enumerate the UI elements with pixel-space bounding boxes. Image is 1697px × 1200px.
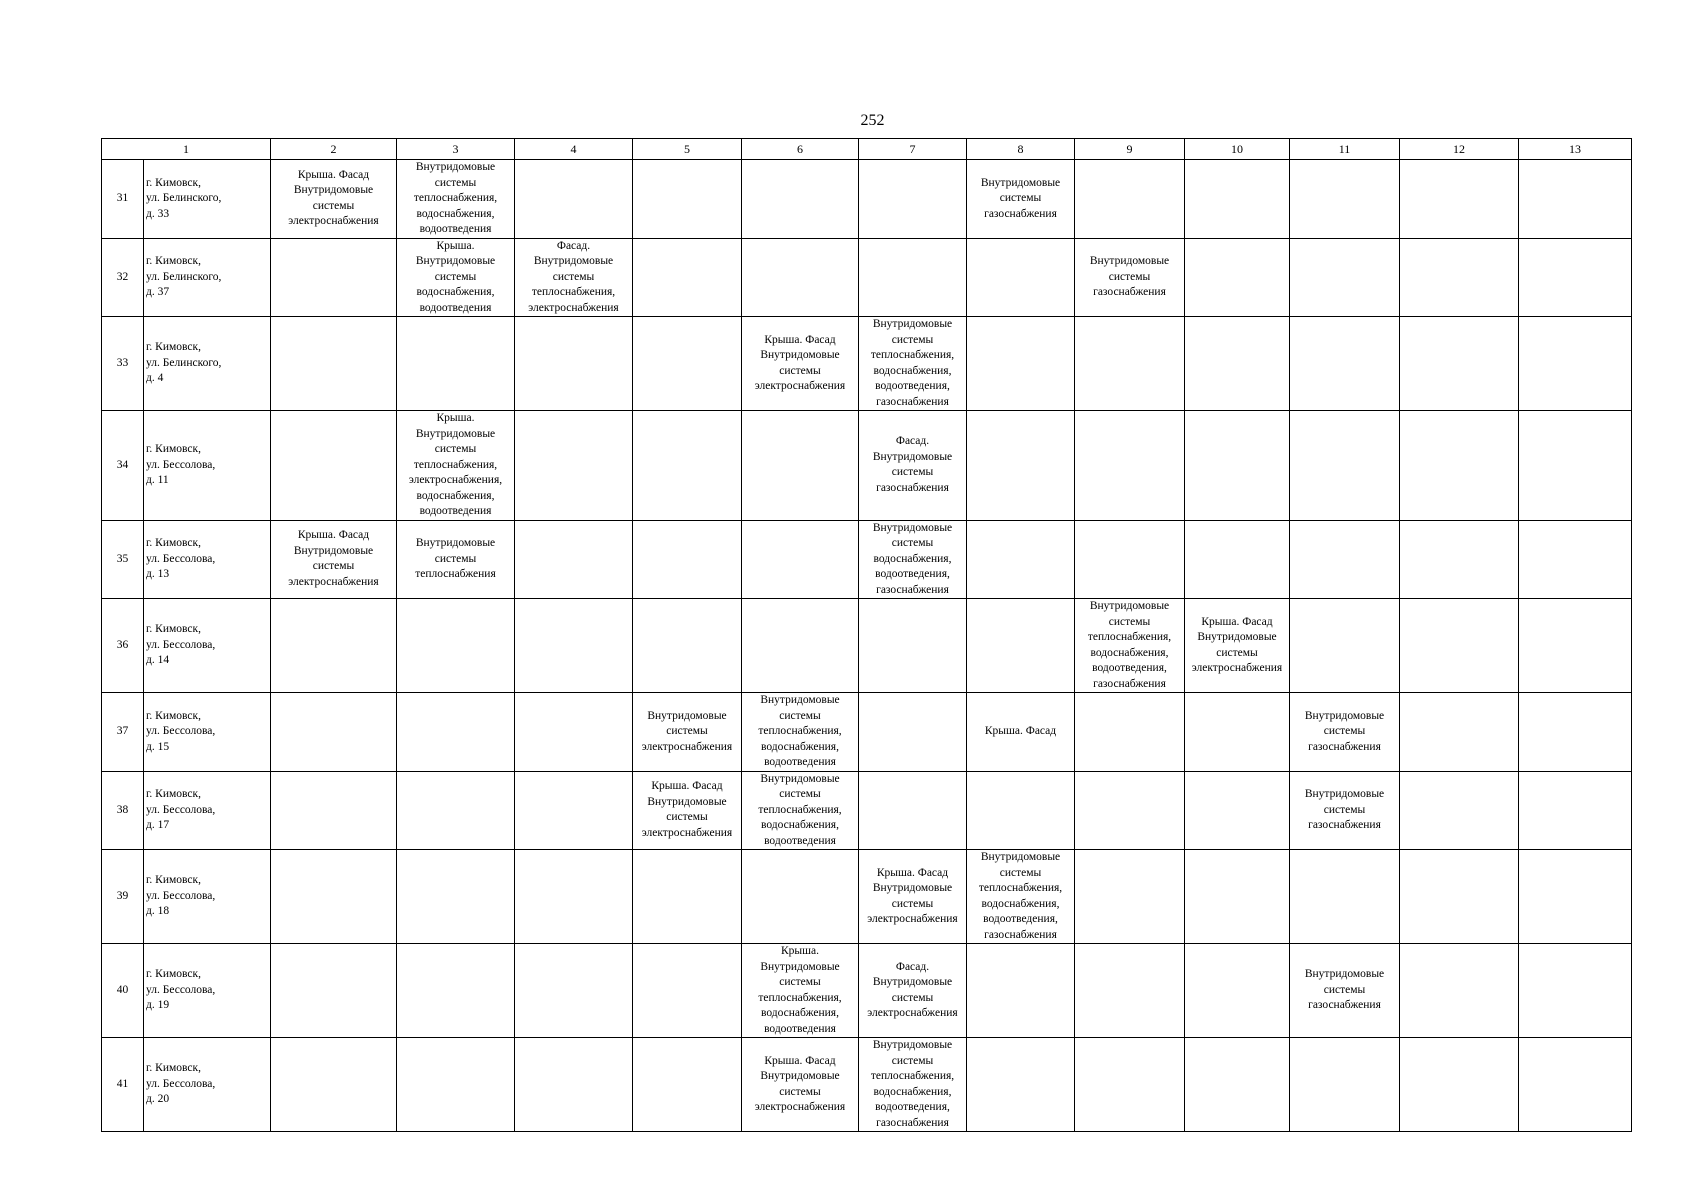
work-cell-col-3 bbox=[397, 693, 515, 772]
work-cell-col-5 bbox=[633, 238, 742, 317]
work-cell-col-8 bbox=[967, 411, 1075, 521]
address-cell: г. Кимовск, ул. Белинского, д. 37 bbox=[144, 238, 271, 317]
table-row bbox=[102, 1038, 1632, 1132]
table-row bbox=[102, 850, 1632, 944]
row-number: 33 bbox=[102, 317, 144, 411]
work-cell-col-6 bbox=[742, 411, 859, 521]
work-cell-col-12 bbox=[1400, 599, 1519, 693]
work-cell-col-7 bbox=[859, 160, 967, 239]
work-cell-col-6: Крыша. Фасад Внутридомовые системы электроснабжения bbox=[742, 317, 859, 411]
work-cell-col-12 bbox=[1400, 850, 1519, 944]
work-cell-col-9: Внутридомовые системы газоснабжения bbox=[1075, 238, 1185, 317]
header-cell-13: 13 bbox=[1519, 139, 1632, 160]
work-cell-col-9 bbox=[1075, 160, 1185, 239]
work-cell-col-2: Крыша. Фасад Внутридомовые системы электроснабжения bbox=[271, 520, 397, 599]
work-cell-col-10 bbox=[1185, 238, 1290, 317]
header-cell-2: 2 bbox=[271, 139, 397, 160]
header-cell-6: 6 bbox=[742, 139, 859, 160]
work-cell-col-7: Фасад. Внутридомовые системы газоснабжения bbox=[859, 411, 967, 521]
work-cell-col-8: Внутридомовые системы теплоснабжения, водоснабжения, водоотведения, газоснабжения bbox=[967, 850, 1075, 944]
work-cell-col-8: Крыша. Фасад bbox=[967, 693, 1075, 772]
address-cell: г. Кимовск, ул. Белинского, д. 4 bbox=[144, 317, 271, 411]
work-cell-col-8 bbox=[967, 771, 1075, 850]
work-cell-col-8 bbox=[967, 599, 1075, 693]
row-number: 41 bbox=[102, 1038, 144, 1132]
work-cell-col-8 bbox=[967, 317, 1075, 411]
work-cell-col-2 bbox=[271, 599, 397, 693]
work-cell-col-10: Крыша. Фасад Внутридомовые системы электроснабжения bbox=[1185, 599, 1290, 693]
work-cell-col-11: Внутридомовые системы газоснабжения bbox=[1290, 944, 1400, 1038]
work-cell-col-13 bbox=[1519, 599, 1632, 693]
work-cell-col-3 bbox=[397, 771, 515, 850]
table-row bbox=[102, 771, 1632, 850]
address-cell: г. Кимовск, ул. Белинского, д. 33 bbox=[144, 160, 271, 239]
work-cell-col-11 bbox=[1290, 850, 1400, 944]
work-cell-col-7 bbox=[859, 599, 967, 693]
work-cell-col-10 bbox=[1185, 944, 1290, 1038]
header-cell-9: 9 bbox=[1075, 139, 1185, 160]
work-cell-col-5 bbox=[633, 520, 742, 599]
work-cell-col-7 bbox=[859, 771, 967, 850]
work-cell-col-3: Крыша. Внутридомовые системы теплоснабжения, электроснабжения, водоснабжения, водоотведения bbox=[397, 411, 515, 521]
work-cell-col-12 bbox=[1400, 944, 1519, 1038]
address-cell: г. Кимовск, ул. Бессолова, д. 11 bbox=[144, 411, 271, 521]
work-cell-col-2 bbox=[271, 771, 397, 850]
work-cell-col-10 bbox=[1185, 411, 1290, 521]
work-cell-col-4: Фасад. Внутридомовые системы теплоснабжения, электроснабжения bbox=[515, 238, 633, 317]
work-cell-col-12 bbox=[1400, 160, 1519, 239]
work-cell-col-5: Внутридомовые системы электроснабжения bbox=[633, 693, 742, 772]
work-cell-col-10 bbox=[1185, 520, 1290, 599]
work-cell-col-6 bbox=[742, 520, 859, 599]
work-cell-col-5 bbox=[633, 1038, 742, 1132]
work-cell-col-4 bbox=[515, 850, 633, 944]
work-cell-col-4 bbox=[515, 771, 633, 850]
work-cell-col-7: Фасад. Внутридомовые системы электроснабжения bbox=[859, 944, 967, 1038]
work-cell-col-13 bbox=[1519, 944, 1632, 1038]
work-cell-col-7: Крыша. Фасад Внутридомовые системы электроснабжения bbox=[859, 850, 967, 944]
work-cell-col-10 bbox=[1185, 693, 1290, 772]
work-cell-col-3 bbox=[397, 944, 515, 1038]
work-cell-col-13 bbox=[1519, 693, 1632, 772]
work-cell-col-2: Крыша. Фасад Внутридомовые системы электроснабжения bbox=[271, 160, 397, 239]
work-cell-col-6 bbox=[742, 850, 859, 944]
work-cell-col-10 bbox=[1185, 771, 1290, 850]
work-cell-col-3 bbox=[397, 317, 515, 411]
work-cell-col-7 bbox=[859, 238, 967, 317]
repair-schedule-table bbox=[101, 138, 1632, 1132]
work-cell-col-2 bbox=[271, 850, 397, 944]
work-cell-col-10 bbox=[1185, 850, 1290, 944]
work-cell-col-13 bbox=[1519, 317, 1632, 411]
header-cell-1: 1 bbox=[102, 139, 271, 160]
work-cell-col-12 bbox=[1400, 1038, 1519, 1132]
work-cell-col-3: Внутридомовые системы теплоснабжения bbox=[397, 520, 515, 599]
work-cell-col-9 bbox=[1075, 411, 1185, 521]
work-cell-col-2 bbox=[271, 238, 397, 317]
work-cell-col-4 bbox=[515, 520, 633, 599]
work-cell-col-5 bbox=[633, 944, 742, 1038]
work-cell-col-4 bbox=[515, 693, 633, 772]
work-cell-col-4 bbox=[515, 599, 633, 693]
table-row bbox=[102, 693, 1632, 772]
work-cell-col-6 bbox=[742, 599, 859, 693]
work-cell-col-5 bbox=[633, 850, 742, 944]
page-number: 252 bbox=[860, 112, 885, 129]
row-number: 31 bbox=[102, 160, 144, 239]
work-cell-col-3 bbox=[397, 1038, 515, 1132]
work-cell-col-8: Внутридомовые системы газоснабжения bbox=[967, 160, 1075, 239]
work-cell-col-12 bbox=[1400, 520, 1519, 599]
work-cell-col-9 bbox=[1075, 317, 1185, 411]
work-cell-col-13 bbox=[1519, 1038, 1632, 1132]
work-cell-col-5: Крыша. Фасад Внутридомовые системы электроснабжения bbox=[633, 771, 742, 850]
work-cell-col-2 bbox=[271, 693, 397, 772]
work-cell-col-6: Внутридомовые системы теплоснабжения, водоснабжения, водоотведения bbox=[742, 693, 859, 772]
work-cell-col-4 bbox=[515, 1038, 633, 1132]
row-number: 38 bbox=[102, 771, 144, 850]
work-cell-col-7: Внутридомовые системы теплоснабжения, водоснабжения, водоотведения, газоснабжения bbox=[859, 317, 967, 411]
work-cell-col-12 bbox=[1400, 317, 1519, 411]
work-cell-col-10 bbox=[1185, 1038, 1290, 1132]
table-row bbox=[102, 238, 1632, 317]
header-cell-8: 8 bbox=[967, 139, 1075, 160]
work-cell-col-9 bbox=[1075, 520, 1185, 599]
work-cell-col-6: Крыша. Фасад Внутридомовые системы электроснабжения bbox=[742, 1038, 859, 1132]
work-cell-col-4 bbox=[515, 317, 633, 411]
work-cell-col-9 bbox=[1075, 944, 1185, 1038]
address-cell: г. Кимовск, ул. Бессолова, д. 20 bbox=[144, 1038, 271, 1132]
row-number: 32 bbox=[102, 238, 144, 317]
work-cell-col-13 bbox=[1519, 771, 1632, 850]
work-cell-col-12 bbox=[1400, 771, 1519, 850]
work-cell-col-5 bbox=[633, 411, 742, 521]
work-cell-col-9 bbox=[1075, 771, 1185, 850]
work-cell-col-13 bbox=[1519, 411, 1632, 521]
table-row bbox=[102, 599, 1632, 693]
address-cell: г. Кимовск, ул. Бессолова, д. 18 bbox=[144, 850, 271, 944]
row-number: 36 bbox=[102, 599, 144, 693]
address-cell: г. Кимовск, ул. Бессолова, д. 17 bbox=[144, 771, 271, 850]
work-cell-col-6 bbox=[742, 238, 859, 317]
work-cell-col-11 bbox=[1290, 1038, 1400, 1132]
table-row bbox=[102, 944, 1632, 1038]
row-number: 37 bbox=[102, 693, 144, 772]
work-cell-col-11 bbox=[1290, 599, 1400, 693]
work-cell-col-13 bbox=[1519, 520, 1632, 599]
work-cell-col-11: Внутридомовые системы газоснабжения bbox=[1290, 693, 1400, 772]
work-cell-col-10 bbox=[1185, 160, 1290, 239]
header-cell-12: 12 bbox=[1400, 139, 1519, 160]
header-cell-5: 5 bbox=[633, 139, 742, 160]
table-row bbox=[102, 160, 1632, 239]
address-cell: г. Кимовск, ул. Бессолова, д. 15 bbox=[144, 693, 271, 772]
work-cell-col-3 bbox=[397, 850, 515, 944]
work-cell-col-2 bbox=[271, 317, 397, 411]
work-cell-col-7: Внутридомовые системы водоснабжения, водоотведения, газоснабжения bbox=[859, 520, 967, 599]
work-cell-col-11 bbox=[1290, 160, 1400, 239]
work-cell-col-4 bbox=[515, 944, 633, 1038]
work-cell-col-12 bbox=[1400, 411, 1519, 521]
row-number: 39 bbox=[102, 850, 144, 944]
work-cell-col-6: Крыша. Внутридомовые системы теплоснабжения, водоснабжения, водоотведения bbox=[742, 944, 859, 1038]
work-cell-col-11 bbox=[1290, 317, 1400, 411]
work-cell-col-11 bbox=[1290, 520, 1400, 599]
work-cell-col-2 bbox=[271, 944, 397, 1038]
header-cell-3: 3 bbox=[397, 139, 515, 160]
address-cell: г. Кимовск, ул. Бессолова, д. 14 bbox=[144, 599, 271, 693]
work-cell-col-9 bbox=[1075, 850, 1185, 944]
work-cell-col-7: Внутридомовые системы теплоснабжения, водоснабжения, водоотведения, газоснабжения bbox=[859, 1038, 967, 1132]
work-cell-col-5 bbox=[633, 317, 742, 411]
work-cell-col-5 bbox=[633, 160, 742, 239]
work-cell-col-7 bbox=[859, 693, 967, 772]
work-cell-col-11 bbox=[1290, 238, 1400, 317]
work-cell-col-8 bbox=[967, 238, 1075, 317]
row-number: 40 bbox=[102, 944, 144, 1038]
header-cell-10: 10 bbox=[1185, 139, 1290, 160]
work-cell-col-3: Крыша. Внутридомовые системы водоснабжения, водоотведения bbox=[397, 238, 515, 317]
work-cell-col-13 bbox=[1519, 850, 1632, 944]
table-row bbox=[102, 520, 1632, 599]
work-cell-col-9 bbox=[1075, 693, 1185, 772]
work-cell-col-13 bbox=[1519, 160, 1632, 239]
address-cell: г. Кимовск, ул. Бессолова, д. 13 bbox=[144, 520, 271, 599]
table-row bbox=[102, 317, 1632, 411]
header-cell-4: 4 bbox=[515, 139, 633, 160]
work-cell-col-3 bbox=[397, 599, 515, 693]
work-cell-col-8 bbox=[967, 944, 1075, 1038]
work-cell-col-4 bbox=[515, 160, 633, 239]
work-cell-col-10 bbox=[1185, 317, 1290, 411]
address-cell: г. Кимовск, ул. Бессолова, д. 19 bbox=[144, 944, 271, 1038]
row-number: 34 bbox=[102, 411, 144, 521]
work-cell-col-2 bbox=[271, 1038, 397, 1132]
work-cell-col-12 bbox=[1400, 238, 1519, 317]
work-cell-col-12 bbox=[1400, 693, 1519, 772]
work-cell-col-8 bbox=[967, 520, 1075, 599]
work-cell-col-3: Внутридомовые системы теплоснабжения, водоснабжения, водоотведения bbox=[397, 160, 515, 239]
work-cell-col-11 bbox=[1290, 411, 1400, 521]
work-cell-col-4 bbox=[515, 411, 633, 521]
work-cell-col-5 bbox=[633, 599, 742, 693]
header-cell-7: 7 bbox=[859, 139, 967, 160]
work-cell-col-13 bbox=[1519, 238, 1632, 317]
header-row bbox=[102, 139, 1632, 160]
table-row bbox=[102, 411, 1632, 521]
work-cell-col-8 bbox=[967, 1038, 1075, 1132]
row-number: 35 bbox=[102, 520, 144, 599]
work-cell-col-9 bbox=[1075, 1038, 1185, 1132]
work-cell-col-6: Внутридомовые системы теплоснабжения, водоснабжения, водоотведения bbox=[742, 771, 859, 850]
work-cell-col-2 bbox=[271, 411, 397, 521]
work-cell-col-11: Внутридомовые системы газоснабжения bbox=[1290, 771, 1400, 850]
header-cell-11: 11 bbox=[1290, 139, 1400, 160]
work-cell-col-6 bbox=[742, 160, 859, 239]
work-cell-col-9: Внутридомовые системы теплоснабжения, водоснабжения, водоотведения, газоснабжения bbox=[1075, 599, 1185, 693]
